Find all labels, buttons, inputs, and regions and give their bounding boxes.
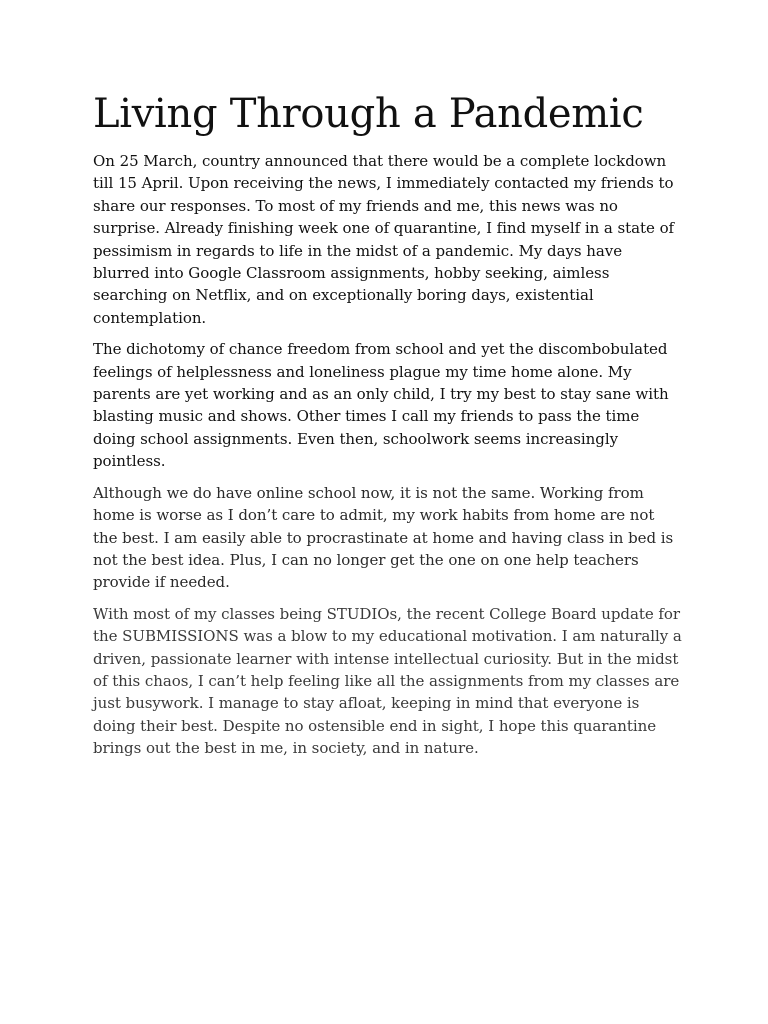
paragraph-2: The dichotomy of chance freedom from school and yet the discombobulated feelings of helplessness and loneliness plague my time home alone. My parents are yet working and as an only child, I try my best to stay sane with blasting music and shows. Other times I call my friends to pass the time doing school assignments. Even then, schoolwork seems increasingly pointless. [93,340,669,471]
paragraph-3: Although we do have online school now, it is not the same. Working from home is worse as I don’t care to admit, my work habits from home are not the best. I am easily able to procrastinate at home and having class in bed is not the best idea. Plus, I can no longer get the one on one help teachers provide if needed. [93,483,674,592]
paragraph-1: On 25 March, country announced that there would be a complete lockdown till 15 April. Upon receiving the news, I immediately contacted my friends to share our responses. To most of my friends and me, this news was no surprise. Already finishing week one of quarantine, I find myself in a state of pessimism in regards to life in the midst of a pandemic. My days have blurred into Google Classroom assignments, hobby seeking, aimless searching on Netflix, and on exceptionally boring days, existential contemplation. [93,152,675,327]
page-title: Living Through a Pandemic [93,91,644,137]
paragraph-4: With most of my classes being STUDIOs, the recent College Board update for the SUBMISSIONS was a blow to my educational motivation. I am naturally a driven, passionate learner with intense intellectual curiosity. But in the midst of this chaos, I can’t help feeling like all the assignments from my classes are just busywork. I manage to stay afloat, keeping in mind that everyone is doing their best. Despite no ostensible end in sight, I hope this quarantine brings out the best in me, in society, and in nature. [93,604,682,758]
document-body [93,84,683,769]
